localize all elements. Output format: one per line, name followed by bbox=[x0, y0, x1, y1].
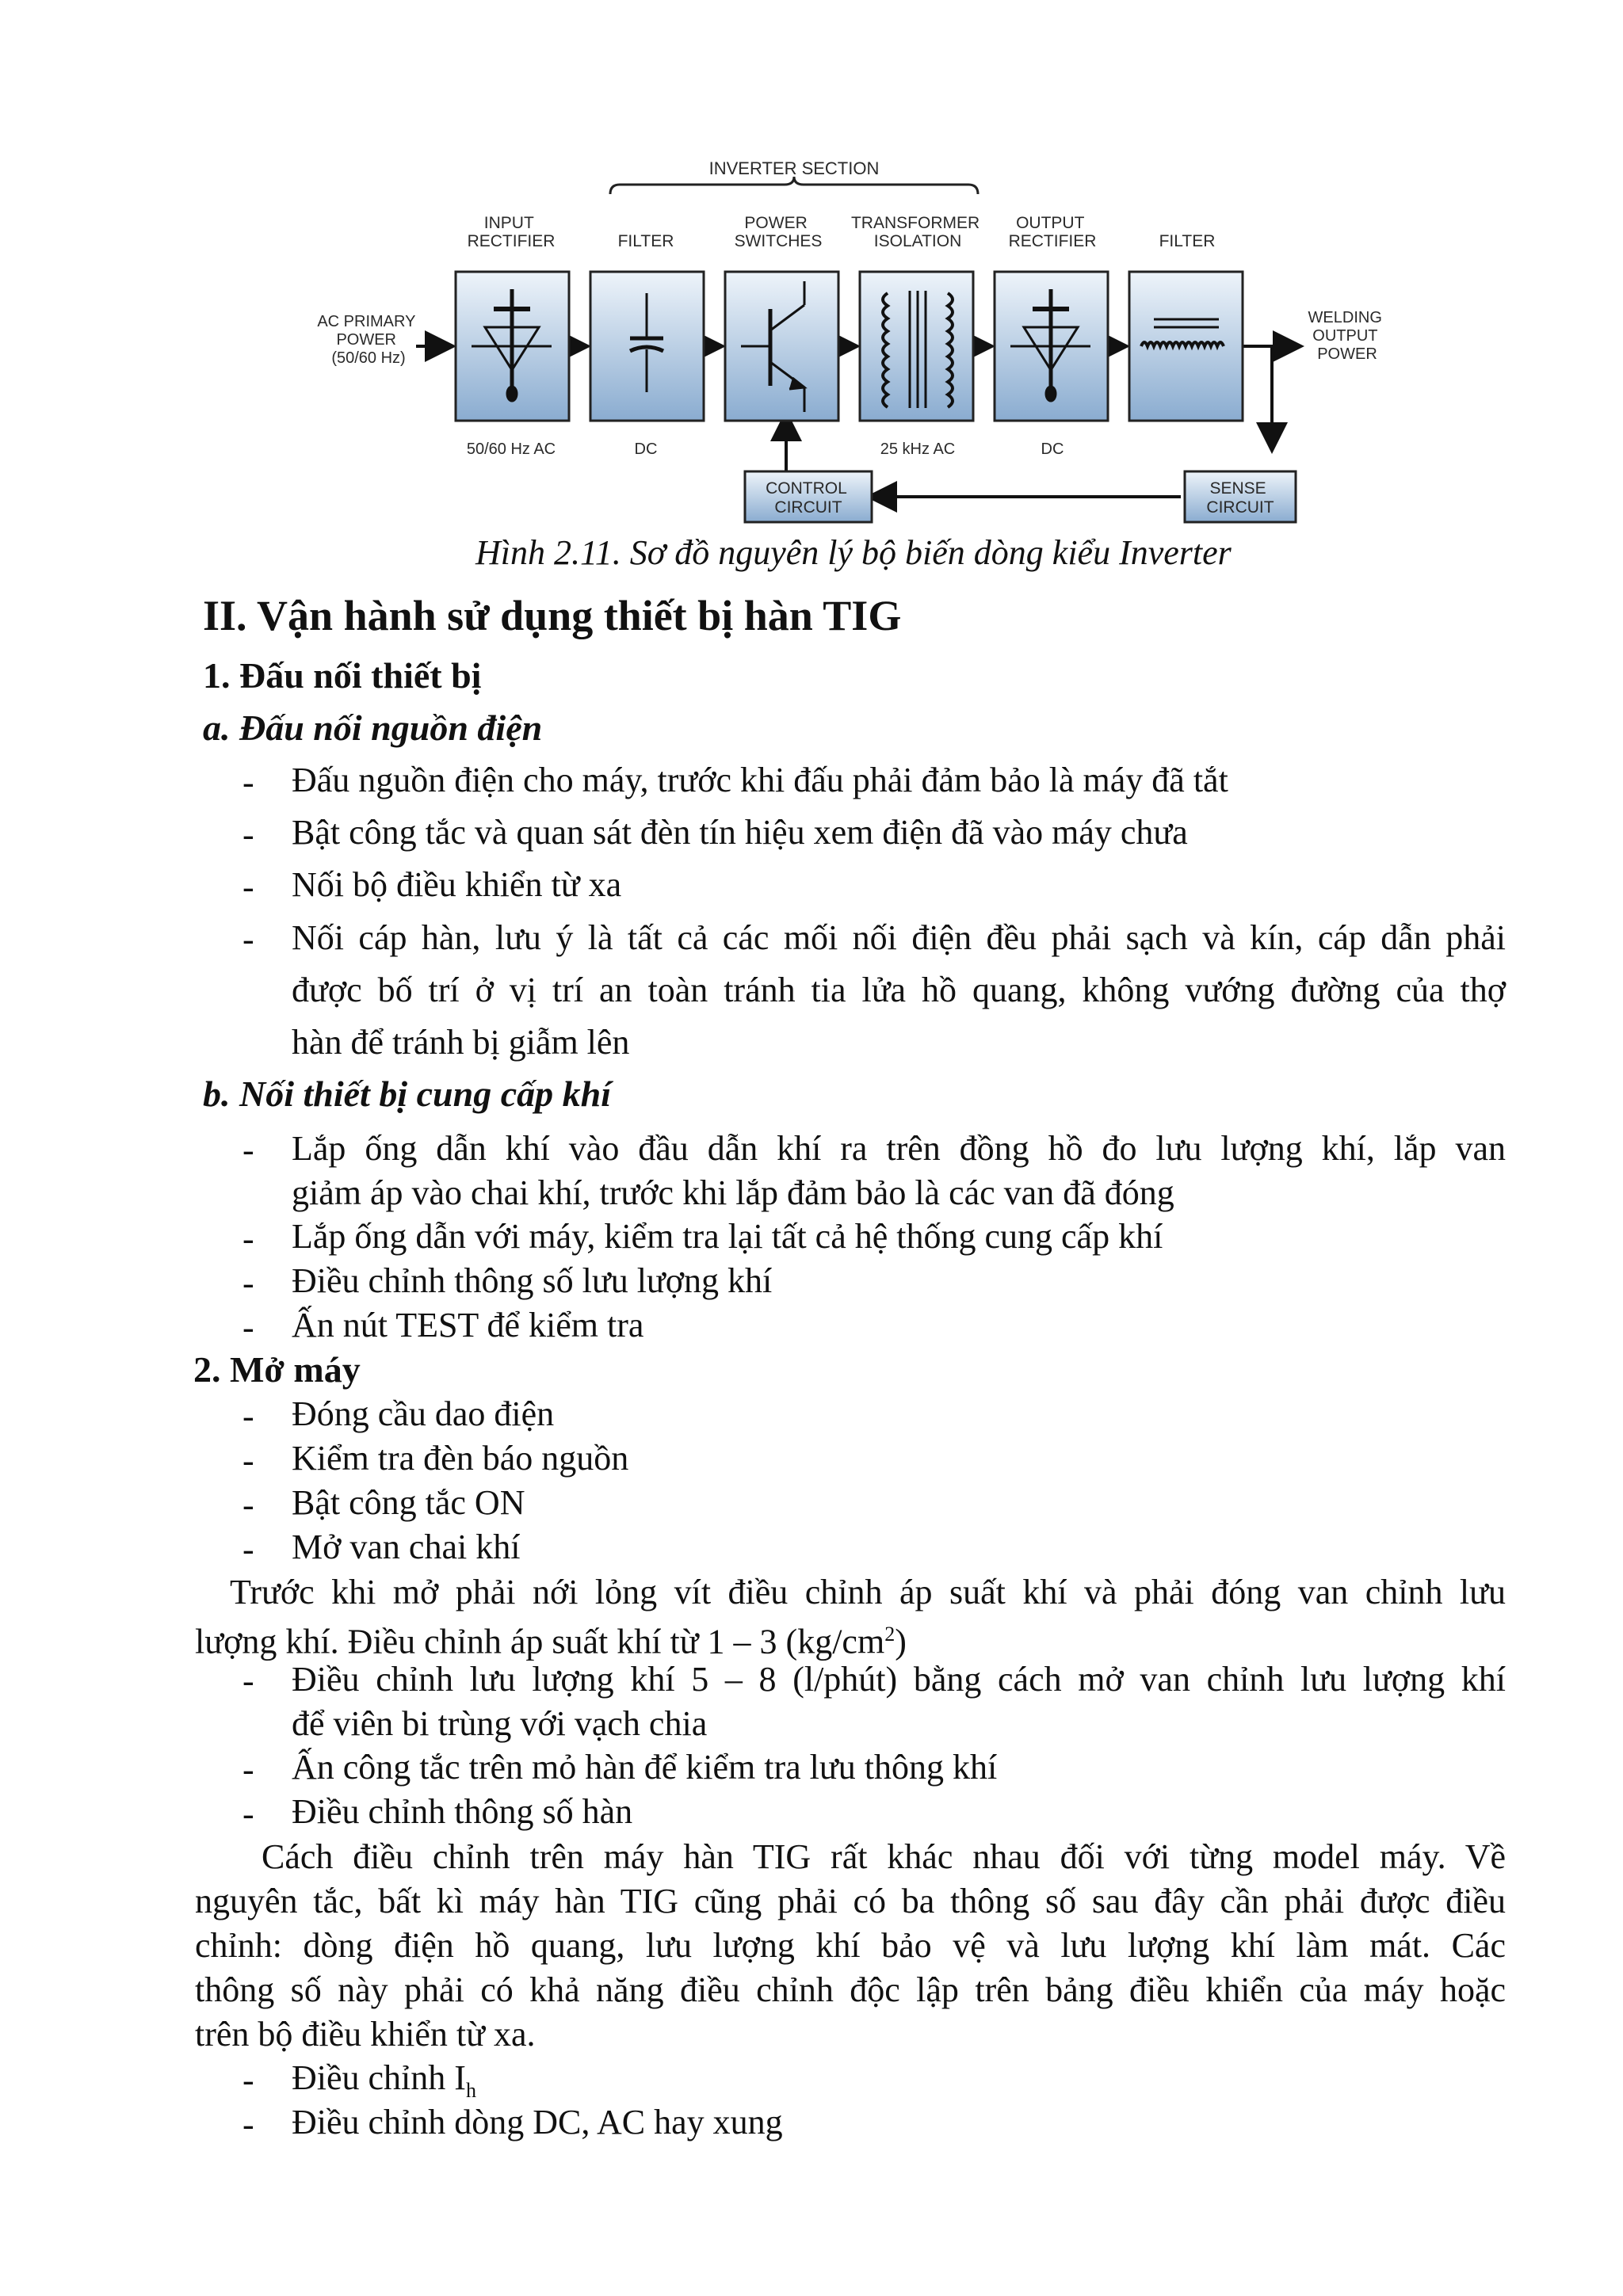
subheading-b: b. Nối thiết bị cung cấp khí bbox=[203, 1074, 611, 1114]
block-title-filter-1: FILTER bbox=[617, 232, 674, 250]
list-item: Mở van chai khí bbox=[292, 1527, 521, 1566]
list-item-line: để viên bi trùng với vạch chia bbox=[292, 1704, 708, 1743]
paragraph-line: chỉnh: dòng điện hồ quang, lưu lượng khí bảo vệ và lưu lượng khí làm mát. Các bbox=[195, 1926, 1506, 1965]
list-item: Điều chỉnh $I_h$ bbox=[292, 2058, 476, 2102]
subheading-a: a. Đấu nối nguồn điện bbox=[203, 707, 543, 748]
list-item: Đấu nguồn điện cho máy, trước khi đấu phải đảm bảo là máy đã tắt bbox=[292, 761, 1228, 799]
list-item: Nối bộ điều khiển từ xa bbox=[292, 865, 622, 904]
list-item: Điều chỉnh thông số hàn bbox=[292, 1792, 633, 1831]
list-item: Bật công tắc ON bbox=[292, 1483, 525, 1522]
bullet-dash: - bbox=[242, 1661, 254, 1700]
section-title: II. Vận hành sử dụng thiết bị hàn TIG bbox=[203, 592, 902, 639]
subsection-heading-2: 2. Mở máy bbox=[193, 1349, 361, 1390]
bullet-dash: - bbox=[242, 815, 254, 854]
paragraph-line: trên bộ điều khiển từ xa. bbox=[195, 2015, 536, 2054]
list-item: Ấn nút TEST để kiểm tra bbox=[292, 1306, 644, 1344]
paragraph-line: thông số này phải có khả năng điều chỉnh độc lập trên bảng điều khiển của máy hoặc bbox=[195, 1970, 1506, 2009]
figure-caption: Hình 2.11. Sơ đồ nguyên lý bộ biến dòng kiểu Inverter bbox=[475, 533, 1232, 572]
sub-label-50-60hz-ac: 50/60 Hz AC bbox=[466, 441, 556, 458]
list-item-line: Điều chỉnh lưu lượng khí 5 – 8 (l/phút) bằng cách mở van chỉnh lưu lượng khí bbox=[292, 1660, 1506, 1699]
input-power-label: AC PRIMARY POWER (50/60 Hz) bbox=[317, 313, 416, 367]
output-power-label: WELDING OUTPUT POWER bbox=[1308, 309, 1382, 363]
list-item-line: Lắp ống dẫn khí vào đầu dẫn khí ra trên đồng hồ đo lưu lượng khí, lắp van bbox=[292, 1129, 1506, 1168]
list-item: Điều chỉnh dòng DC, AC hay xung bbox=[292, 2103, 783, 2142]
bullet-dash: - bbox=[242, 868, 254, 906]
sub-label-dc-1: DC bbox=[634, 441, 658, 458]
bullet-dash: - bbox=[242, 1397, 254, 1436]
bullet-dash: - bbox=[242, 1264, 254, 1302]
block-title-transformer-isolation: TRANSFORMER ISOLATION bbox=[850, 214, 980, 250]
inverter-block-diagram bbox=[309, 154, 1403, 535]
paragraph-line: nguyên tắc, bất kì máy hàn TIG cũng phải có ba thông số sau đây cần phải được điều bbox=[195, 1882, 1506, 1920]
bullet-dash: - bbox=[242, 1750, 254, 1789]
list-item-line: giảm áp vào chai khí, trước khi lắp đảm bảo là các van đã đóng bbox=[292, 1173, 1174, 1212]
block-title-input-rectifier: INPUT RECTIFIER bbox=[467, 214, 556, 250]
control-circuit-label: CONTROL CIRCUIT bbox=[766, 479, 847, 517]
bullet-dash: - bbox=[242, 2105, 254, 2144]
list-item: Điều chỉnh thông số lưu lượng khí bbox=[292, 1261, 773, 1300]
paragraph-line: lượng khí. Điều chỉnh áp suất khí từ 1 – 3 $(kg/cm^2)$ bbox=[195, 1622, 907, 1661]
list-item: Kiểm tra đèn báo nguồn bbox=[292, 1439, 629, 1478]
bullet-dash: - bbox=[242, 1441, 254, 1480]
sub-label-dc-2: DC bbox=[1041, 441, 1064, 458]
bullet-dash: - bbox=[242, 1131, 254, 1169]
bullet-dash: - bbox=[242, 1794, 254, 1833]
list-item: Đóng cầu dao điện bbox=[292, 1394, 555, 1433]
block-title-output-rectifier: OUTPUT RECTIFIER bbox=[1008, 214, 1097, 250]
bullet-dash: - bbox=[242, 1219, 254, 1258]
sense-circuit-label: SENSE CIRCUIT bbox=[1206, 479, 1274, 517]
block-title-power-switches: POWER SWITCHES bbox=[734, 214, 823, 250]
bullet-dash: - bbox=[242, 2061, 254, 2100]
bullet-dash: - bbox=[242, 1486, 254, 1524]
paragraph-line: Trước khi mở phải nới lỏng vít điều chỉnh áp suất khí và phải đóng van chỉnh lưu bbox=[230, 1573, 1506, 1611]
inverter-section-label: INVERTER SECTION bbox=[708, 158, 880, 178]
subsection-heading-1: 1. Đấu nối thiết bị bbox=[203, 655, 482, 696]
sub-label-25khz-ac: 25 kHz AC bbox=[880, 441, 956, 458]
bullet-dash: - bbox=[242, 920, 254, 959]
block-title-filter-2: FILTER bbox=[1159, 232, 1216, 250]
list-item-line: hàn để tránh bị giẫm lên bbox=[292, 1023, 630, 1062]
list-item-line: Nối cáp hàn, lưu ý là tất cả các mối nối điện đều phải sạch và kín, cáp dẫn phải bbox=[292, 918, 1506, 957]
list-item: Bật công tắc và quan sát đèn tín hiệu xem điện đã vào máy chưa bbox=[292, 813, 1188, 852]
list-item-line: được bố trí ở vị trí an toàn tránh tia lửa hồ quang, không vướng đường của thợ bbox=[292, 971, 1506, 1009]
bullet-dash: - bbox=[242, 1530, 254, 1569]
bullet-dash: - bbox=[242, 763, 254, 802]
list-item: Lắp ống dẫn với máy, kiểm tra lại tất cả hệ thống cung cấp khí bbox=[292, 1217, 1163, 1256]
bullet-dash: - bbox=[242, 1308, 254, 1347]
list-item: Ấn công tắc trên mỏ hàn để kiểm tra lưu thông khí bbox=[292, 1748, 998, 1787]
inverter-brace bbox=[610, 177, 978, 194]
paragraph-line: Cách điều chỉnh trên máy hàn TIG rất khác nhau đối với từng model máy. Về bbox=[262, 1837, 1506, 1876]
